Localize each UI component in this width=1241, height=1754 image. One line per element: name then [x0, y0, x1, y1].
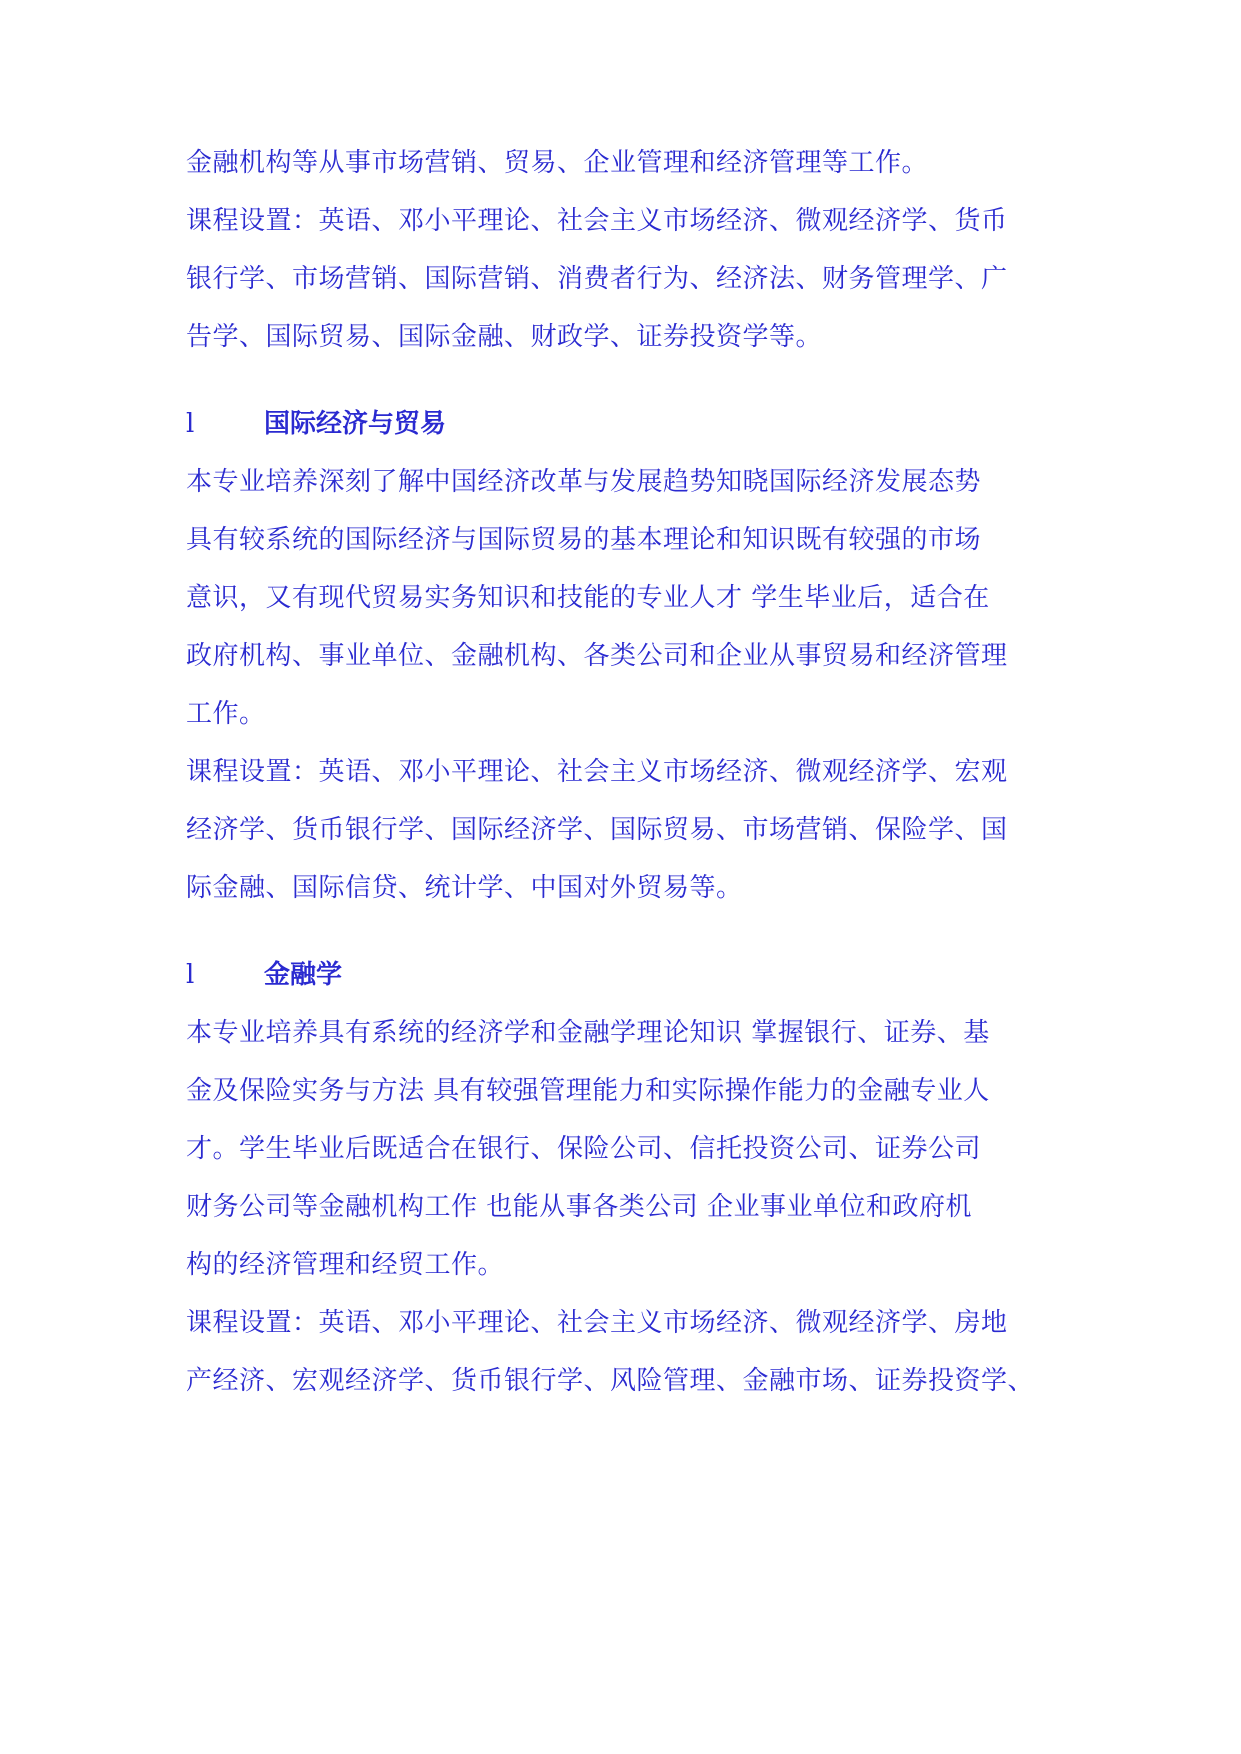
section1-desc-line-3: 意识，又有现代贸易实务知识和技能的专业人才 学生毕业后，适合在 — [186, 583, 990, 613]
section1-desc-line-1: 本专业培养深刻了解中国经济改革与发展趋势知晓国际经济发展态势 — [186, 467, 982, 497]
intro-courses-line-1: 课程设置：英语、邓小平理论、社会主义市场经济、微观经济学、货币 — [186, 206, 1008, 236]
section1-desc-line-4: 政府机构、事业单位、金融机构、各类公司和企业从事贸易和经济管理 — [186, 641, 1008, 671]
section2-courses-line-1: 课程设置：英语、邓小平理论、社会主义市场经济、微观经济学、房地 — [186, 1308, 1008, 1338]
section2-desc-line-1: 本专业培养具有系统的经济学和金融学理论知识 掌握银行、证券、基 — [186, 1018, 990, 1048]
section1-desc-line-5: 工作。 — [186, 699, 266, 729]
intro-courses-line-3: 告学、国际贸易、国际金融、财政学、证券投资学等。 — [186, 322, 823, 352]
section2-desc-line-3: 才。学生毕业后既适合在银行、保险公司、信托投资公司、证券公司 — [186, 1134, 982, 1164]
bullet-marker: l — [186, 960, 195, 990]
section2-courses-line-2: 产经济、宏观经济学、货币银行学、风险管理、金融市场、证券投资学、 — [186, 1366, 1035, 1396]
section-heading-intl-trade — [186, 407, 1086, 441]
section-heading-finance — [186, 958, 1086, 992]
section1-desc-line-2: 具有较系统的国际经济与国际贸易的基本理论和知识既有较强的市场 — [186, 525, 982, 555]
section1-courses-line-1: 课程设置：英语、邓小平理论、社会主义市场经济、微观经济学、宏观 — [186, 757, 1008, 787]
section2-desc-line-2: 金及保险实务与方法 具有较强管理能力和实际操作能力的金融专业人 — [186, 1076, 990, 1106]
section-title: 金融学 — [264, 960, 343, 990]
section1-courses-line-2: 经济学、货币银行学、国际经济学、国际贸易、市场营销、保险学、国 — [186, 815, 1008, 845]
intro-line: 金融机构等从事市场营销、贸易、企业管理和经济管理等工作。 — [186, 148, 929, 178]
section2-desc-line-4: 财务公司等金融机构工作 也能从事各类公司 企业事业单位和政府机 — [186, 1192, 973, 1222]
section2-desc-line-5: 构的经济管理和经贸工作。 — [186, 1250, 505, 1280]
section-title: 国际经济与贸易 — [264, 409, 447, 439]
section1-courses-line-3: 际金融、国际信贷、统计学、中国对外贸易等。 — [186, 873, 743, 903]
bullet-marker: l — [186, 409, 195, 439]
intro-courses-line-2: 银行学、市场营销、国际营销、消费者行为、经济法、财务管理学、广 — [186, 264, 1008, 294]
